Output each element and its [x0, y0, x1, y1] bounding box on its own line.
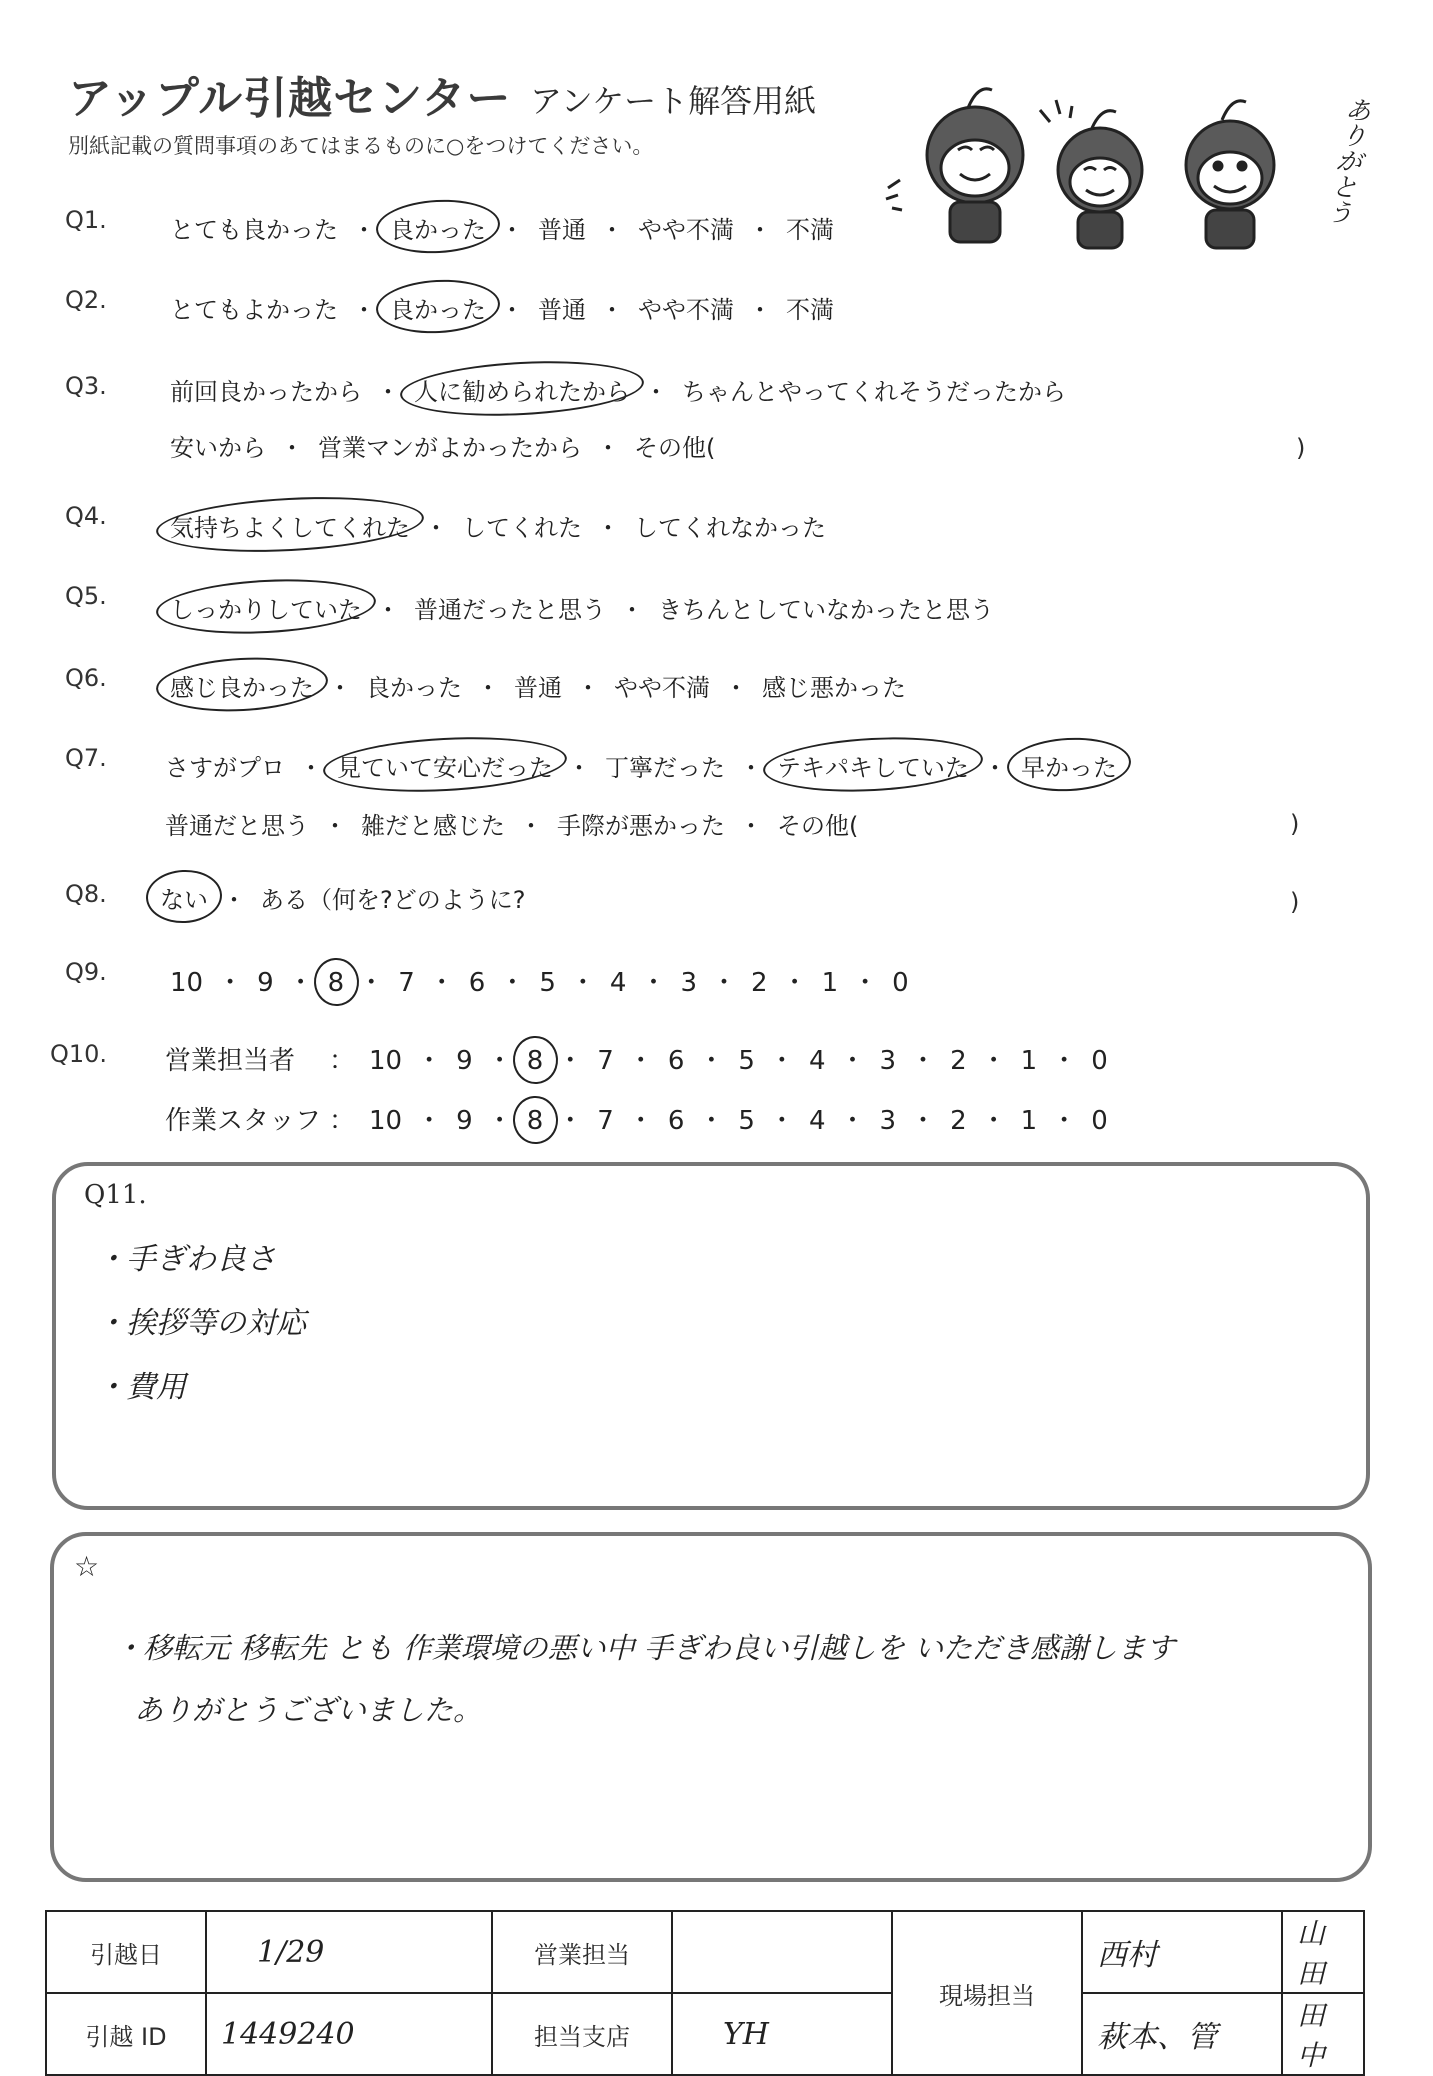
site-label: 現場担当	[892, 1911, 1082, 2075]
q1-option[interactable]: とても良かった	[170, 216, 338, 244]
q6-option[interactable]: やや不満	[614, 674, 710, 702]
star-icon: ☆	[74, 1550, 100, 1583]
footer-info-table	[45, 1910, 1365, 2076]
q2-option[interactable]: とてもよかった	[170, 296, 338, 324]
q9-score[interactable]: 3	[680, 968, 698, 998]
mascot-illustration	[880, 70, 1360, 260]
q10-score[interactable]: 9	[456, 1046, 473, 1076]
q6-option[interactable]: 良かった	[366, 674, 462, 702]
q11-answer-1: ・手ぎわ良さ	[96, 1242, 276, 1277]
q5-options: しっかりしていた ・ 普通だったと思う ・ きちんとしていなかったと思う	[170, 590, 994, 625]
q1-option[interactable]: 普通	[538, 216, 586, 244]
q5-label: Q5.	[65, 582, 107, 610]
q7-options-line1: さすがプロ ・ 見ていて安心だった ・ 丁寧だった ・ テキパキしていた ・ 早かった	[165, 748, 1117, 783]
q2-label: Q2.	[65, 286, 107, 314]
q7-option-selected[interactable]: 見ていて安心だった	[337, 748, 553, 783]
q7-option[interactable]: 普通だと思う	[165, 812, 309, 840]
q3-label: Q3.	[65, 372, 107, 400]
q10-score[interactable]: 2	[950, 1046, 967, 1076]
q5-option[interactable]: きちんとしていなかったと思う	[658, 596, 994, 624]
q2-option[interactable]: 不満	[786, 296, 834, 324]
q7-close-paren: )	[1290, 810, 1300, 838]
q9-score[interactable]: 10	[170, 968, 204, 998]
q7-option-selected[interactable]: テキパキしていた	[777, 748, 969, 783]
q3-option[interactable]: ちゃんとやってくれそうだったから	[682, 378, 1066, 406]
q9-score-selected[interactable]: 8	[327, 968, 345, 998]
q4-options: 気持ちよくしてくれた ・ してくれた ・ してくれなかった	[170, 508, 826, 543]
q10-row-staff: 作業スタッフ ： 10 ・ 9 ・ 8 ・ 7 ・ 6 ・ 5 ・ 4 ・ 3 ・ 2 ・ 1 ・ 0	[165, 1100, 1108, 1137]
q10-score[interactable]: 0	[1091, 1046, 1108, 1076]
q11-answer-2: ・挨拶等の対応	[96, 1306, 306, 1341]
monkey-laughing-icon	[1040, 100, 1142, 248]
q10-score[interactable]: 7	[597, 1106, 614, 1136]
q3-option[interactable]: 営業マンがよかったから	[318, 434, 582, 462]
q9-score[interactable]: 2	[751, 968, 768, 998]
q6-option[interactable]: 普通	[514, 674, 562, 702]
q3-options-line1: 前回良かったから ・ 人に勧められたから ・ ちゃんとやってくれそうだったから	[170, 372, 1066, 407]
q9-scale: 10 ・ 9 ・ 8 ・ 7 ・ 6 ・ 5 ・ 4 ・ 3 ・ 2 ・ 1 ・ 0	[170, 968, 909, 998]
q1-option-selected[interactable]: 良かった	[390, 210, 486, 245]
q11-answer-3: ・費用	[96, 1370, 186, 1405]
q8-close-paren: )	[1290, 888, 1300, 916]
q9-score[interactable]: 9	[257, 968, 274, 998]
q8-option[interactable]: ある（何を?どのように?	[260, 886, 526, 914]
branch-label: 担当支店	[492, 1993, 672, 2075]
q10-score[interactable]: 7	[597, 1046, 614, 1076]
site-name-3[interactable]: 萩本、管	[1082, 1993, 1282, 2075]
monkey-winking-icon	[886, 89, 1023, 242]
q7-option-other[interactable]: その他(	[777, 812, 859, 840]
q3-option[interactable]: 前回良かったから	[170, 378, 362, 406]
q9-label: Q9.	[65, 958, 107, 986]
q9-score[interactable]: 5	[539, 968, 556, 998]
q9-score[interactable]: 0	[892, 968, 909, 998]
q11-answer-box[interactable]	[52, 1162, 1370, 1510]
q7-option-selected[interactable]: 早かった	[1021, 748, 1117, 783]
q10-score[interactable]: 10	[369, 1046, 403, 1076]
comment-line-1: ・移転元 移転先 とも 作業環境の悪い中 手ぎわ良い引越しを いただき感謝します	[114, 1631, 1176, 1665]
q4-option-selected[interactable]: 気持ちよくしてくれた	[170, 508, 410, 543]
q2-option[interactable]: 普通	[538, 296, 586, 324]
q10-score[interactable]: 1	[1020, 1106, 1038, 1136]
q9-score[interactable]: 7	[398, 968, 415, 998]
q10-score[interactable]: 9	[456, 1106, 473, 1136]
q4-label: Q4.	[65, 502, 107, 530]
q9-score[interactable]: 4	[609, 968, 627, 998]
q5-option-selected[interactable]: しっかりしていた	[170, 590, 362, 625]
q7-label: Q7.	[65, 744, 107, 772]
q10-score[interactable]: 0	[1091, 1106, 1108, 1136]
q6-option[interactable]: 感じ悪かった	[762, 674, 906, 702]
move-date-value[interactable]: 1/29	[206, 1911, 492, 1993]
site-name-4[interactable]: 田中	[1282, 1993, 1364, 2075]
q10-score[interactable]: 3	[879, 1106, 897, 1136]
q6-option-selected[interactable]: 感じ良かった	[170, 668, 314, 703]
sales-value[interactable]	[672, 1911, 892, 1993]
q7-options-line2: 普通だと思う ・ 雑だと感じた ・ 手際が悪かった ・ その他(	[165, 806, 858, 841]
move-date-label: 引越日	[46, 1911, 206, 1993]
q10-row-name: 作業スタッフ	[165, 1106, 322, 1136]
company-name: アップル引越センター	[68, 73, 512, 124]
q7-option[interactable]: 丁寧だった	[605, 754, 725, 782]
q1-option[interactable]: 不満	[786, 216, 834, 244]
q2-option-selected[interactable]: 良かった	[390, 290, 486, 325]
q7-option[interactable]: さすがプロ	[165, 754, 285, 782]
q10-score[interactable]: 5	[738, 1106, 755, 1136]
q9-score[interactable]: 1	[821, 968, 839, 998]
q10-score[interactable]: 6	[667, 1106, 685, 1136]
q3-option-other[interactable]: その他(	[634, 434, 716, 462]
q4-option[interactable]: してくれなかった	[634, 514, 826, 542]
sales-label: 営業担当	[492, 1911, 672, 1993]
q10-score[interactable]: 6	[667, 1046, 685, 1076]
q10-score-selected[interactable]: 8	[526, 1106, 544, 1136]
q1-label: Q1.	[65, 206, 107, 234]
q11-label: Q11.	[84, 1180, 147, 1210]
comment-box[interactable]	[50, 1532, 1372, 1882]
q7-option[interactable]: 手際が悪かった	[557, 812, 725, 840]
q3-close-paren: )	[1296, 434, 1306, 462]
q1-option[interactable]: やや不満	[638, 216, 734, 244]
form-title: アンケート解答用紙	[530, 82, 817, 120]
q10-score[interactable]: 1	[1020, 1046, 1038, 1076]
move-id-value[interactable]: 1449240	[206, 1993, 492, 2075]
q9-score[interactable]: 6	[468, 968, 486, 998]
q3-options-line2: 安いから ・ 営業マンがよかったから ・ その他(	[170, 428, 715, 463]
q1-options: とても良かった ・ 良かった ・ 普通 ・ やや不満 ・ 不満	[170, 210, 834, 245]
q6-label: Q6.	[65, 664, 107, 692]
q10-row-name: 営業担当者	[165, 1046, 296, 1076]
q10-score-selected[interactable]: 8	[526, 1046, 544, 1076]
site-name-2[interactable]: 山田	[1282, 1911, 1364, 1993]
q5-option[interactable]: 普通だったと思う	[414, 596, 606, 624]
q4-option[interactable]: してくれた	[462, 514, 582, 542]
move-id-label: 引越 ID	[46, 1993, 206, 2075]
q10-score[interactable]: 3	[879, 1046, 897, 1076]
q10-score[interactable]: 10	[369, 1106, 403, 1136]
q10-row-sales: 営業担当者 ： 10 ・ 9 ・ 8 ・ 7 ・ 6 ・ 5 ・ 4 ・ 3 ・ 2 ・ 1 ・ 0	[165, 1040, 1108, 1077]
q10-score[interactable]: 4	[808, 1106, 826, 1136]
q8-option-selected[interactable]: ない	[160, 880, 208, 915]
q2-options: とてもよかった ・ 良かった ・ 普通 ・ やや不満 ・ 不満	[170, 290, 834, 325]
q2-option[interactable]: やや不満	[638, 296, 734, 324]
branch-value[interactable]: YH	[672, 1993, 892, 2075]
mascot-caption: ありがとう	[1320, 93, 1374, 227]
site-name-1[interactable]: 西村	[1082, 1911, 1282, 1993]
q3-option-selected[interactable]: 人に勧められたから	[414, 372, 630, 407]
comment-line-2: ありがとうございました。	[134, 1693, 483, 1727]
q3-option[interactable]: 安いから	[170, 434, 266, 462]
q8-options: ない ・ ある（何を?どのように?	[160, 880, 525, 915]
q6-options: 感じ良かった ・ 良かった ・ 普通 ・ やや不満 ・ 感じ悪かった	[170, 668, 906, 703]
q10-score[interactable]: 2	[950, 1106, 967, 1136]
q10-label: Q10.	[50, 1040, 108, 1068]
q10-score[interactable]: 4	[808, 1046, 826, 1076]
q7-option[interactable]: 雑だと感じた	[361, 812, 505, 840]
monkey-smiling-icon	[1186, 101, 1274, 248]
instruction-text: 別紙記載の質問事項のあてはまるものに○をつけてください。	[68, 134, 654, 158]
q8-label: Q8.	[65, 880, 107, 908]
q10-score[interactable]: 5	[738, 1046, 755, 1076]
